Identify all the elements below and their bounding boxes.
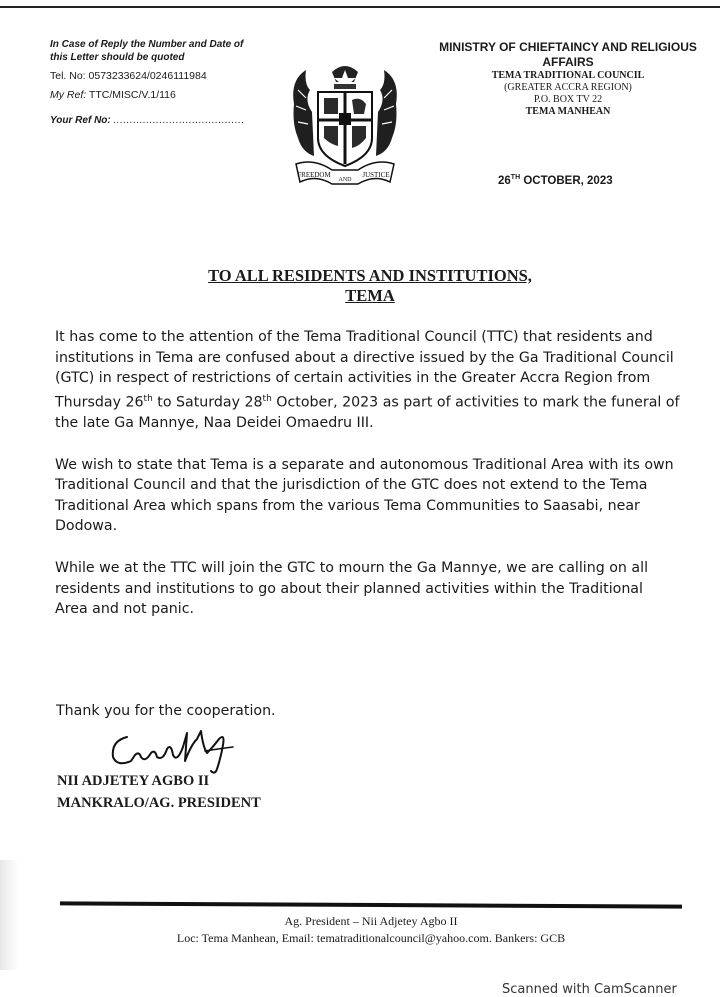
footer-divider: [60, 901, 682, 908]
p1-sup-1: th: [143, 393, 153, 404]
signer-block: [57, 770, 261, 814]
motto-left: FREEDOM: [297, 171, 331, 179]
date-suffix: TH: [510, 174, 521, 181]
p1-sup-2: th: [262, 393, 272, 404]
council-name: TEMA TRADITIONAL COUNCIL: [491, 70, 645, 81]
letterhead: [418, 40, 718, 118]
motto-right: JUSTICE: [362, 171, 390, 179]
my-ref-value: TTC/MISC/V.1/116: [88, 89, 176, 101]
paragraph-2: We wish to state that Tema is a separate and autonomous Traditional Area with its own Traditional Council and that the jurisdiction of the GTC does not extend to the Tema Traditional Area which spans from the various Tema Communities to Saasabi, near Dodowa.: [55, 456, 674, 535]
footer-line-1: Ag. President – Nii Adjetey Agbo II: [284, 914, 458, 928]
council-region: (GREATER ACCRA REGION): [504, 82, 632, 93]
p1-part-a: It has come to the attention of the Tema Traditional Council (TTC) that residents and institutions in Tema are confused about a directive issued by the Ga Traditional Council (GTC) in respect of restrictions of certain activities in the Greater Accra Region from Thursday 26: [55, 329, 674, 411]
letter-body: [55, 327, 680, 641]
signer-title: MANKRALO/AG. PRESIDENT: [57, 795, 261, 811]
scanner-watermark: Scanned with CamScanner: [502, 982, 677, 997]
letter-date: [498, 174, 613, 187]
ministry-name: MINISTRY OF CHIEFTAINCY AND RELIGIOUS AFFAIRS: [439, 40, 697, 69]
signer-name: NII ADJETEY AGBO II: [57, 773, 210, 789]
heading-line-1: TO ALL RESIDENTS AND INSTITUTIONS,: [208, 266, 532, 285]
my-ref-line: [50, 89, 260, 102]
reply-note: In Case of Reply the Number and Date of this Letter should be quoted: [50, 39, 244, 63]
your-ref-line: [50, 114, 260, 127]
letter-heading: [150, 266, 590, 306]
p1-part-c: October, 2023 as part of activities to mark the funeral of the late Ga Mannye, Naa Deidei Omaedru III.: [55, 394, 680, 432]
my-ref-label: My Ref:: [50, 89, 87, 101]
council-po-box: P.O. BOX TV 22: [533, 94, 603, 105]
scan-shadow: [0, 860, 18, 970]
motto-center: AND: [338, 177, 352, 183]
your-ref-label: Your Ref No:: [50, 115, 111, 126]
p1-part-b: to Saturday 28: [152, 394, 263, 411]
telephone-line: [50, 70, 260, 83]
thanks-line: Thank you for the cooperation.: [56, 703, 276, 719]
heading-line-2: TEMA: [345, 286, 395, 305]
ghana-coat-of-arms-icon: [284, 60, 406, 192]
council-town: TEMA MANHEAN: [525, 106, 611, 117]
page-top-edge: [0, 6, 720, 8]
paragraph-3: While we at the TTC will join the GTC to mourn the Ga Mannye, we are calling on all residents and institutions to go about their planned activities within the Traditional Area and not panic.: [55, 560, 649, 618]
date-day: 26: [498, 174, 511, 187]
letter-footer: [60, 913, 682, 947]
paragraph-1: [55, 327, 680, 434]
footer-line-2: Loc: Tema Manhean, Email: tematraditionalcouncil@yahoo.com. Bankers: GCB: [176, 931, 566, 945]
tel-value: 0573233624/0246111984: [88, 70, 207, 82]
tel-label: Tel. No:: [50, 70, 86, 82]
date-rest: OCTOBER, 2023: [523, 174, 613, 187]
reference-block: [50, 38, 260, 127]
your-ref-value: ........................................: [113, 115, 245, 126]
